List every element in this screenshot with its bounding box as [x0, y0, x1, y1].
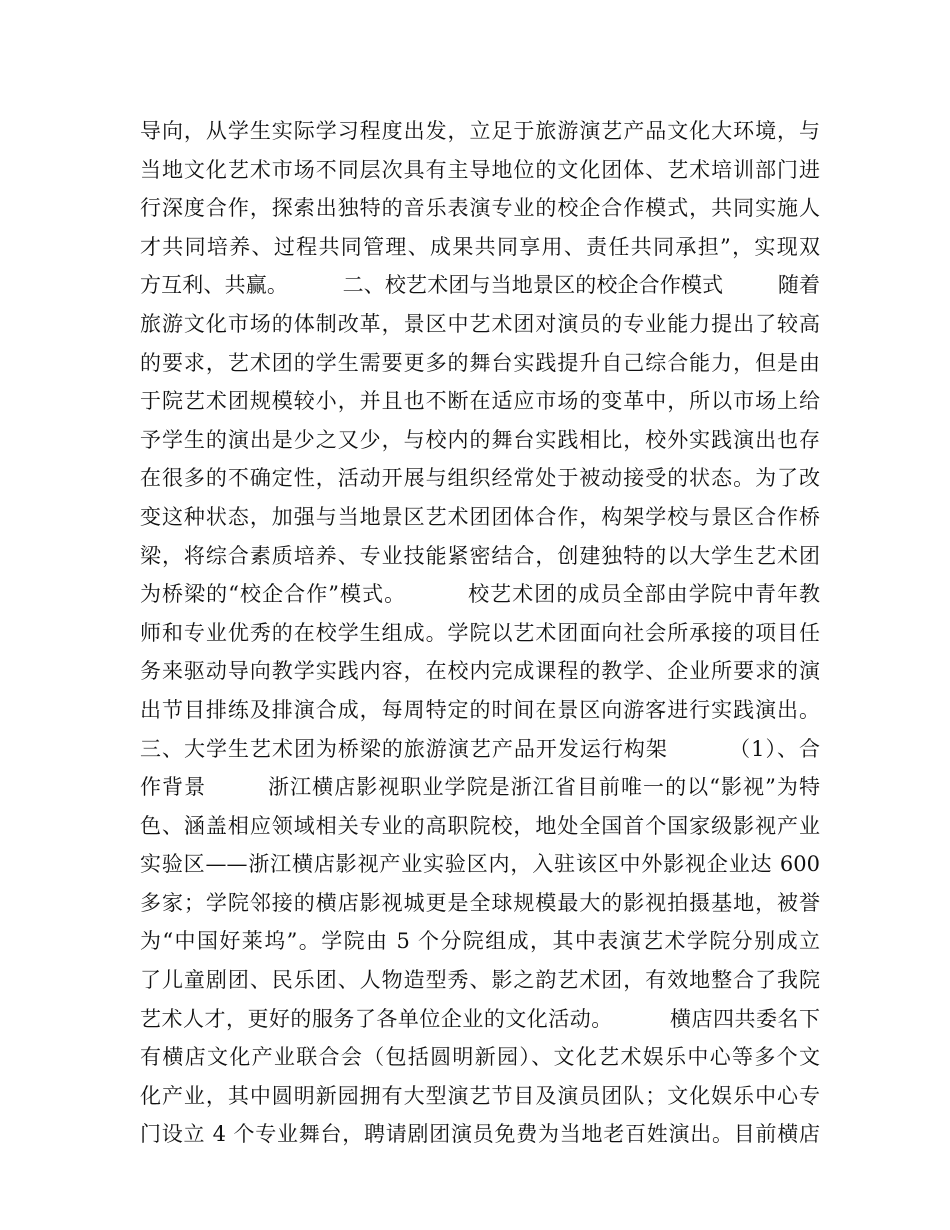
text-line: 色、涵盖相应领域相关专业的高职院校，地处全国首个国家级影视产业	[140, 813, 820, 838]
text-line: 变这种状态，加强与当地景区艺术团团体合作，构架学校与景区合作桥	[140, 504, 820, 529]
text-line: 旅游文化市场的体制改革，景区中艺术团对演员的专业能力提出了较高	[140, 311, 820, 336]
text-line: 师和专业优秀的在校学生组成。学院以艺术团面向社会所承接的项目任	[140, 620, 820, 645]
text-line: 门设立 4 个专业舞台，聘请剧团演员免费为当地老百姓演出。目前横店	[140, 1122, 820, 1147]
text-line: 导向，从学生实际学习程度出发，立足于旅游演艺产品文化大环境，与	[140, 119, 820, 143]
text-line: 艺术人才，更好的服务了各单位企业的文化活动。 横店四共委名下	[140, 1006, 820, 1031]
text-line: 务来驱动导向教学实践内容，在校内完成课程的教学、企业所要求的演	[140, 659, 820, 684]
text-line: 在很多的不确定性，活动开展与组织经常处于被动接受的状态。为了改	[140, 466, 820, 491]
text-line: 方互利、共赢。 二、校艺术团与当地景区的校企合作模式 随着	[140, 273, 820, 298]
text-line: 实验区——浙江横店影视产业实验区内，入驻该区中外影视企业达 600	[140, 852, 820, 877]
text-line: 才共同培养、过程共同管理、成果共同享用、责任共同承担”，实现双	[140, 234, 820, 259]
text-line: 作背景 浙江横店影视职业学院是浙江省目前唯一的以“影视”为特	[140, 775, 820, 800]
text-line: 出节目排练及排演合成，每周特定的时间在景区向游客进行实践演出。	[140, 697, 820, 722]
text-line: 化产业，其中圆明新园拥有大型演艺节目及演员团队；文化娱乐中心专	[140, 1083, 820, 1108]
text-line: 行深度合作，探索出独特的音乐表演专业的校企合作模式，共同实施人	[140, 196, 820, 221]
text-line: 的要求，艺术团的学生需要更多的舞台实践提升自己综合能力，但是由	[140, 350, 820, 375]
text-line: 了儿童剧团、民乐团、人物造型秀、影之韵艺术团，有效地整合了我院	[140, 968, 820, 993]
text-line: 有横店文化产业联合会（包括圆明新园）、文化艺术娱乐中心等多个文	[140, 1045, 820, 1070]
text-line: 予学生的演出是少之又少，与校内的舞台实践相比，校外实践演出也存	[140, 427, 820, 452]
text-line: 于院艺术团规模较小，并且也不断在适应市场的变革中，所以市场上给	[140, 389, 820, 414]
text-line: 为“中国好莱坞”。学院由 5 个分院组成，其中表演艺术学院分别成立	[140, 929, 820, 954]
body-text	[140, 112, 820, 1154]
text-line: 当地文化艺术市场不同层次具有主导地位的文化团体、艺术培训部门进	[140, 157, 820, 182]
text-line: 为桥梁的“校企合作”模式。 校艺术团的成员全部由学院中青年教	[140, 582, 820, 607]
text-line: 梁，将综合素质培养、专业技能紧密结合，创建独特的以大学生艺术团	[140, 543, 820, 568]
text-line: 多家；学院邻接的横店影视城更是全球规模最大的影视拍摄基地，被誉	[140, 890, 820, 915]
text-line: 三、大学生艺术团为桥梁的旅游演艺产品开发运行构架 （1）、合	[140, 736, 820, 761]
